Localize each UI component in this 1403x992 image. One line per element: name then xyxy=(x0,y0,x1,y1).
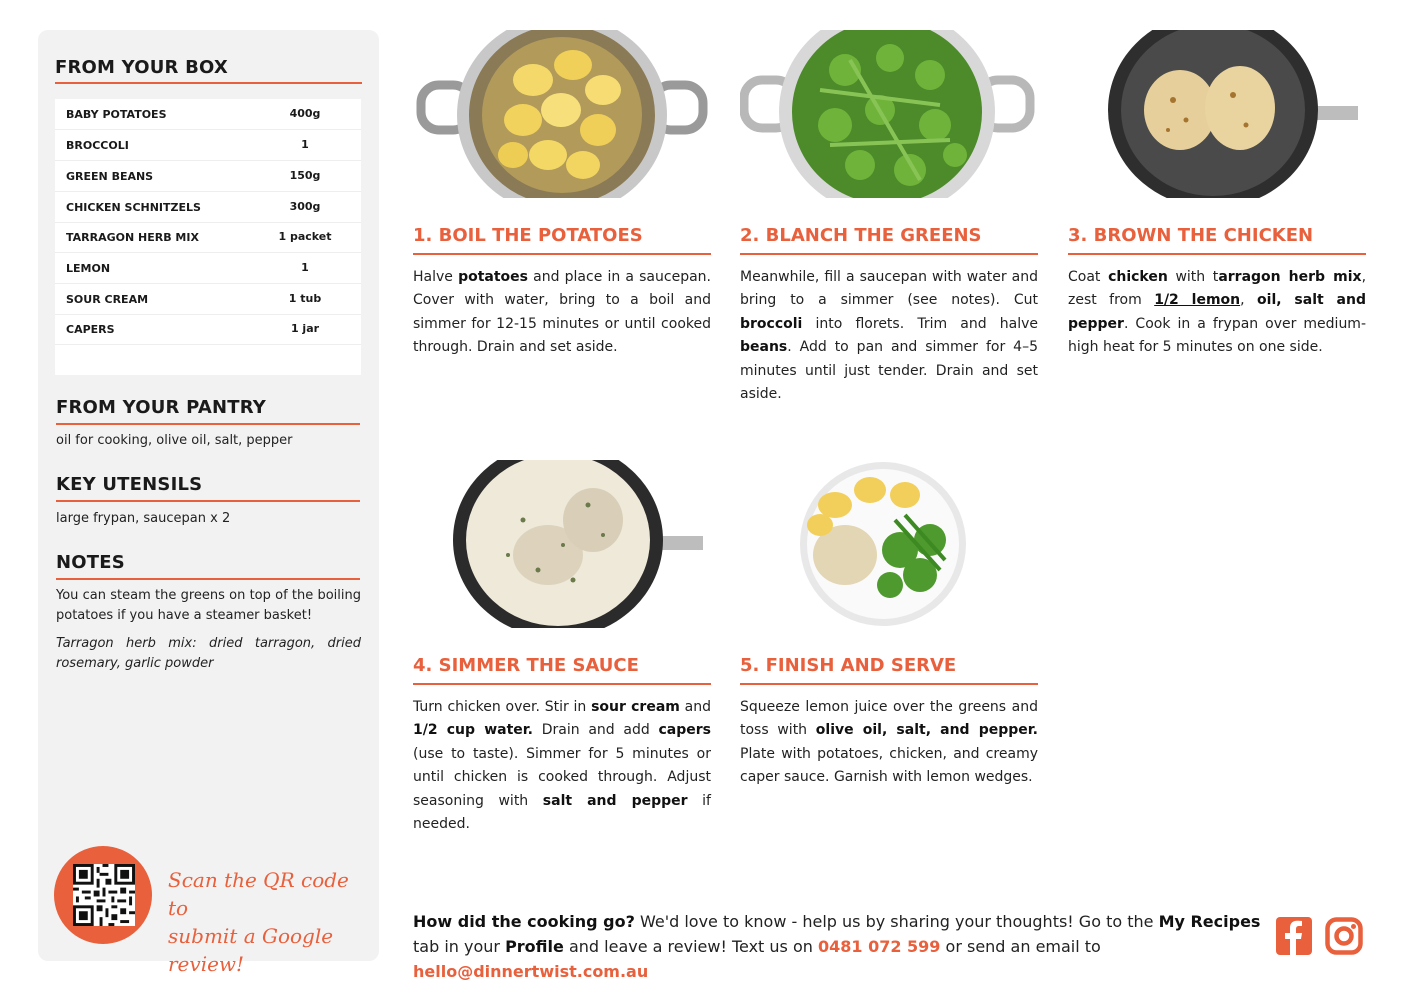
ingredient-row xyxy=(55,192,361,223)
ingredient-qty: 1 xyxy=(301,261,309,274)
ingredient-name: BROCCOLI xyxy=(66,139,129,152)
ingredient-name: SOUR CREAM xyxy=(66,293,149,306)
divider xyxy=(55,82,362,84)
step-2-title: 2. BLANCH THE GREENS xyxy=(740,225,982,246)
step-2-photo xyxy=(740,30,1038,198)
ingredient-qty: 1 jar xyxy=(290,322,320,335)
divider xyxy=(740,253,1038,255)
qr-caption-line: submit a Google review! xyxy=(168,924,334,976)
ingredients-table xyxy=(55,99,361,375)
facebook-icon[interactable] xyxy=(1276,917,1312,955)
ingredient-qty: 150g xyxy=(289,169,321,182)
notes-text: You can steam the greens on top of the boiling potatoes if you have a steamer basket! xyxy=(56,588,361,623)
ingredient-qty: 300g xyxy=(289,200,321,213)
step-1-photo xyxy=(413,30,711,198)
ingredient-row xyxy=(55,314,361,345)
ingredient-row xyxy=(55,284,361,315)
step-1-text: Halve potatoes and place in a saucepan. Cover with water, bring to a boil and simmer for 12-15 minutes or until cooked through. Drain and set aside. xyxy=(413,269,711,356)
ingredient-name: GREEN BEANS xyxy=(66,170,154,183)
ingredient-name: CAPERS xyxy=(66,323,115,336)
step-5-photo xyxy=(740,460,1038,628)
ingredient-name: CHICKEN SCHNITZELS xyxy=(66,201,201,214)
ingredient-name: TARRAGON HERB MIX xyxy=(66,231,199,244)
step-5-text: Squeeze lemon juice over the greens and toss with olive oil, salt, and pepper. Plate with potatoes, chicken, and creamy caper sauce. Garnish with lemon wedges. xyxy=(740,699,1038,786)
ingredient-row xyxy=(55,130,361,161)
ingredient-row xyxy=(55,161,361,192)
divider xyxy=(740,683,1038,685)
pantry-text: oil for cooking, olive oil, salt, pepper xyxy=(56,433,293,448)
utensils-text: large frypan, saucepan x 2 xyxy=(56,511,231,526)
divider xyxy=(413,253,711,255)
step-4-text: Turn chicken over. Stir in sour cream and 1/2 cup water. Drain and add capers (use to taste). Simmer for 5 minutes or until chicken is cooked through. Adjust seasoning with salt and pepper if needed. xyxy=(413,699,711,833)
divider xyxy=(1068,253,1366,255)
step-4-title: 4. SIMMER THE SAUCE xyxy=(413,655,639,676)
step-5-title: 5. FINISH AND SERVE xyxy=(740,655,957,676)
qr-review-caption xyxy=(168,866,368,978)
pantry-title: FROM YOUR PANTRY xyxy=(56,397,266,418)
ingredient-qty: 1 tub xyxy=(288,292,322,305)
ingredient-name: BABY POTATOES xyxy=(66,108,167,121)
step-3-text: Coat chicken with tarragon herb mix, zest from 1/2 lemon, oil, salt and pepper. Cook in a frypan over medium-high heat for 5 minutes on one side. xyxy=(1068,269,1367,356)
email-link[interactable]: hello@dinnertwist.com.au xyxy=(413,962,649,981)
qr-code-icon[interactable] xyxy=(73,864,135,926)
step-2-text: Meanwhile, fill a saucepan with water and bring to a simmer (see notes). Cut broccoli into florets. Trim and halve beans. Add to pan and simmer for 4–5 minutes until just tender. Drain and set aside. xyxy=(740,269,1038,403)
divider xyxy=(56,500,360,502)
ingredient-row xyxy=(55,222,361,253)
ingredient-qty: 1 xyxy=(301,138,309,151)
divider xyxy=(56,423,360,425)
divider xyxy=(413,683,711,685)
instagram-icon[interactable] xyxy=(1325,917,1363,955)
ingredient-row xyxy=(55,253,361,284)
step-1-title: 1. BOIL THE POTATOES xyxy=(413,225,643,246)
from-your-box-title: FROM YOUR BOX xyxy=(55,57,228,78)
phone-link[interactable]: 0481 072 599 xyxy=(817,937,941,956)
feedback-footer: How did the cooking go? We'd love to know - help us by sharing your thoughts! Go to the My Recipes tab in your Profile and leave a review! Text us on 0481 072 599 or send an email to hello@dinnertwist.com.au xyxy=(413,912,1261,981)
step-3-photo xyxy=(1068,30,1366,198)
qr-caption-line: Scan the QR code to xyxy=(168,868,349,920)
ingredient-row xyxy=(55,99,361,130)
step-4-photo xyxy=(413,460,711,628)
utensils-title: KEY UTENSILS xyxy=(56,474,203,495)
ingredient-name: LEMON xyxy=(66,262,111,275)
divider xyxy=(56,578,360,580)
notes-italic-text: Tarragon herb mix: dried tarragon, dried rosemary, garlic powder xyxy=(56,636,361,671)
step-3-title: 3. BROWN THE CHICKEN xyxy=(1068,225,1314,246)
notes-title: NOTES xyxy=(56,552,125,573)
ingredient-qty: 400g xyxy=(289,107,321,120)
ingredient-qty: 1 packet xyxy=(278,230,332,243)
